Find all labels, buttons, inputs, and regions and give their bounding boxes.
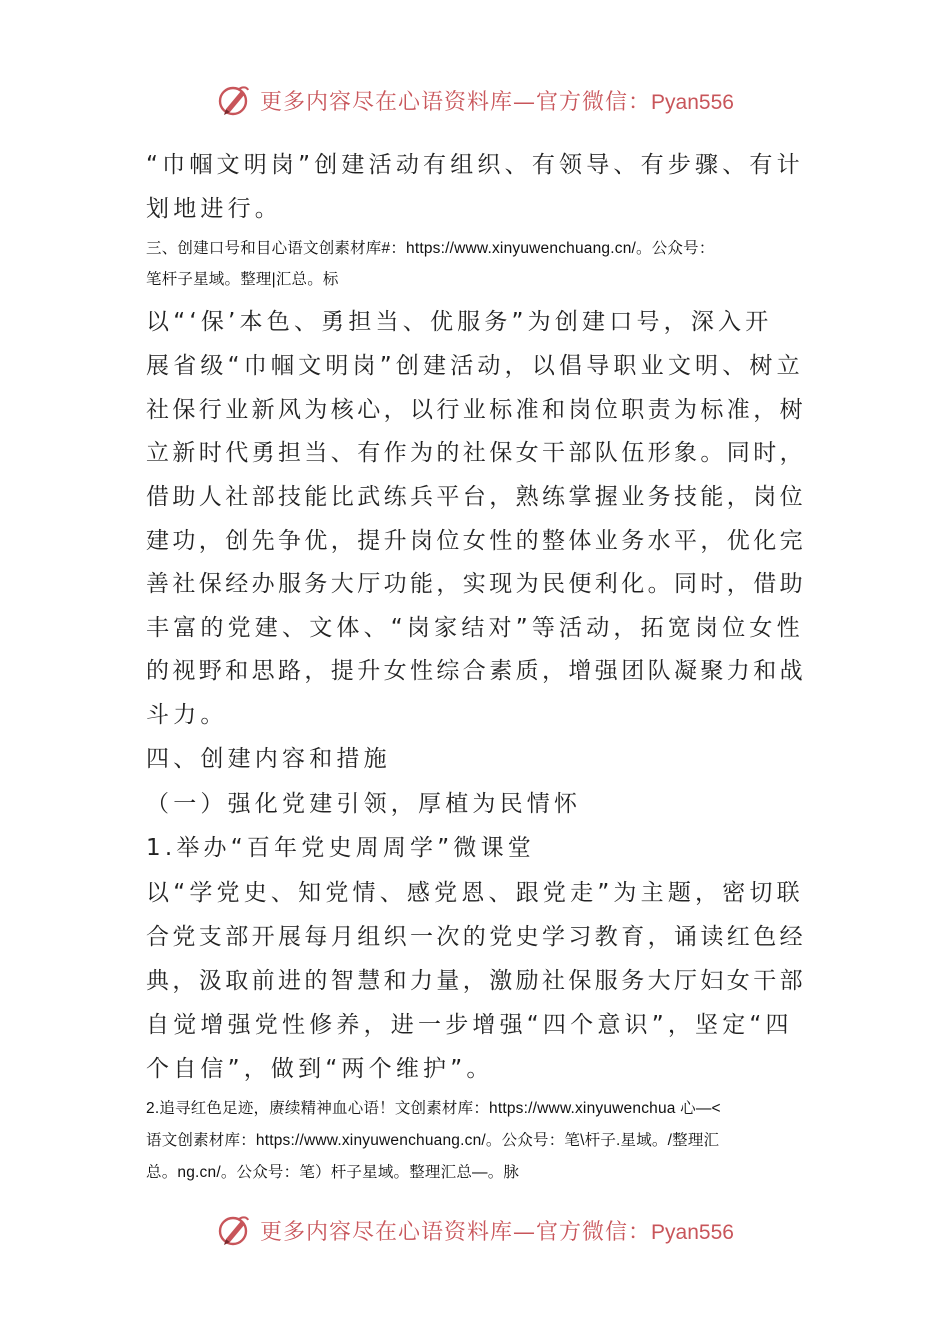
text-line: 2.追寻红色足迹，赓续精神血心语！文创素材库：https://www.xinyuwenchua 心—< bbox=[146, 1100, 721, 1117]
text-line: 社保行业新风为核心，以行业标准和岗位职责为标准，树 bbox=[146, 397, 806, 423]
subsection-heading: （一）强化党建引领，厚植为民情怀 bbox=[146, 791, 582, 817]
text-line: 三、创建口号和目心语文创素材库#：https://www.xinyuwenchuang.cn/。公众号： bbox=[146, 240, 715, 257]
text-line: 的视野和思路，提升女性综合素质，增强团队凝聚力和战 bbox=[146, 658, 806, 684]
pen-logo-icon bbox=[216, 1212, 252, 1248]
text-line: 丰富的党建、文体、“岗家结对”等活动，拓宽岗位女性 bbox=[146, 615, 804, 641]
text-line: 典，汲取前进的智慧和力量，激励社保服务大厅妇女干部 bbox=[146, 968, 806, 994]
text-line: 笔杆子星域。整理|汇总。标 bbox=[146, 271, 339, 288]
text-line: 划地进行。 bbox=[146, 196, 282, 222]
wechat-id: Pyan556 bbox=[651, 1220, 734, 1244]
text-line: 建功，创先争优，提升岗位女性的整体业务水平，优化完 bbox=[146, 528, 806, 554]
banner-text: 更多内容尽在心语资料库—官方微信：Pyan556 bbox=[260, 89, 734, 115]
text-line: 立新时代勇担当、有作为的社保女干部队伍形象。同时， bbox=[146, 440, 806, 466]
item-heading: 1.举办“百年党史周周学”微课堂 bbox=[146, 835, 535, 861]
text-line: 个自信”，做到“两个维护”。 bbox=[146, 1056, 494, 1082]
text-line: “巾帼文明岗”创建活动有组织、有领导、有步骤、有计 bbox=[146, 152, 804, 178]
text-line: 斗力。 bbox=[146, 702, 228, 728]
text-line: 借助人社部技能比武练兵平台，熟练掌握业务技能，岗位 bbox=[146, 484, 806, 510]
banner-text: 更多内容尽在心语资料库—官方微信：Pyan556 bbox=[260, 1219, 734, 1245]
text-line: 善社保经办服务大厅功能，实现为民便利化。同时，借助 bbox=[146, 571, 806, 597]
footer-banner bbox=[0, 1212, 950, 1252]
text-line: 合党支部开展每月组织一次的党史学习教育，诵读红色经 bbox=[146, 924, 806, 950]
text-line: 以“学党史、知党情、感党恩、跟党走”为主题，密切联 bbox=[146, 880, 804, 906]
header-banner bbox=[0, 82, 950, 122]
text-line: 以“‘保’本色、勇担当、优服务”为创建口号，深入开 bbox=[146, 309, 773, 335]
text-line: 自觉增强党性修养，进一步增强“四个意识”，坚定“四 bbox=[146, 1012, 793, 1038]
section-heading: 四、创建内容和措施 bbox=[146, 746, 391, 772]
text-line: 总。ng.cn/。公众号：笔）杆子星域。整理汇总—。脉 bbox=[146, 1164, 520, 1181]
wechat-id: Pyan556 bbox=[651, 90, 734, 114]
pen-logo-icon bbox=[216, 82, 252, 118]
text-line: 展省级“巾帼文明岗”创建活动，以倡导职业文明、树立 bbox=[146, 353, 804, 379]
text-line: 语文创素材库：https://www.xinyuwenchuang.cn/。公众号：笔\杆子.星域。/整理汇 bbox=[146, 1132, 720, 1149]
